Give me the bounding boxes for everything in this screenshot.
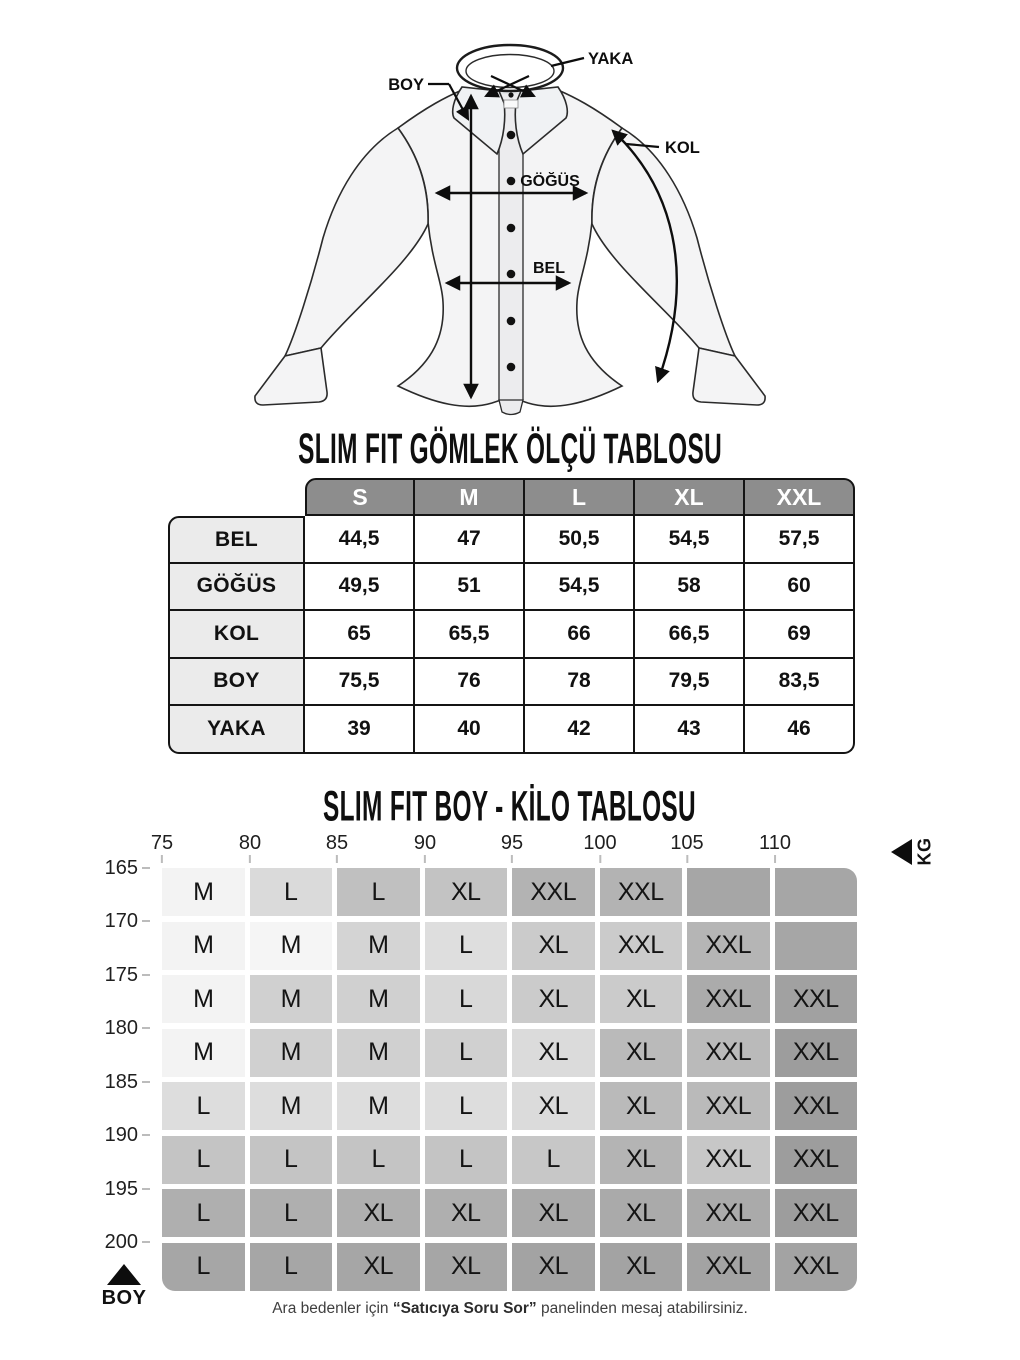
measure-value: 43 <box>635 706 745 754</box>
kg-tick-label: 100 <box>583 832 617 854</box>
matrix-cell: XXL <box>687 1189 770 1237</box>
kg-tick <box>583 833 616 863</box>
matrix-cell: XXL <box>512 868 595 916</box>
measure-value: 44,5 <box>305 516 415 564</box>
kg-tick-label: 105 <box>670 832 704 854</box>
shirt-diagram <box>170 25 850 445</box>
diagram-label-boy: BOY <box>388 76 424 94</box>
matrix-cell: M <box>162 975 245 1023</box>
matrix-cell: XXL <box>687 1029 770 1077</box>
measure-value: 57,5 <box>745 516 855 564</box>
boy-tick-label: 175 <box>104 964 138 986</box>
size-table-corner-spacer <box>168 478 305 516</box>
size-col-header: S <box>305 478 415 516</box>
kg-tick-mark <box>511 855 513 863</box>
matrix-cell: XL <box>512 975 595 1023</box>
measure-row-label: GÖĞÜS <box>168 564 305 612</box>
matrix-cell: XXL <box>775 1082 858 1130</box>
matrix-cell: M <box>162 922 245 970</box>
footer-text-after: panelinden mesaj atabilirsiniz. <box>536 1300 748 1317</box>
matrix-cell: XL <box>337 1189 420 1237</box>
size-table <box>168 478 855 754</box>
matrix-cell: M <box>250 975 333 1023</box>
kg-arrow-icon <box>891 839 912 865</box>
matrix-cell: L <box>250 1189 333 1237</box>
kg-tick-label: 80 <box>238 832 262 854</box>
matrix-cell: XL <box>425 1189 508 1237</box>
kg-tick-mark <box>424 855 426 863</box>
matrix-cell: M <box>337 975 420 1023</box>
measure-row-label: KOL <box>168 611 305 659</box>
matrix-cell: XL <box>425 1243 508 1291</box>
kg-tick-mark <box>686 855 688 863</box>
boy-tick-mark <box>142 920 150 922</box>
matrix-cell: M <box>337 1082 420 1130</box>
kg-tick-label: 85 <box>325 832 349 854</box>
matrix-title: SLIM FIT BOY - KİLO TABLOSU <box>323 783 697 830</box>
kg-tick-mark <box>249 855 251 863</box>
matrix-cell: M <box>337 1029 420 1077</box>
matrix-cell: XXL <box>687 975 770 1023</box>
matrix-cell: M <box>250 922 333 970</box>
matrix-cell: XL <box>512 1243 595 1291</box>
matrix-cell: L <box>337 868 420 916</box>
measure-value: 75,5 <box>305 659 415 707</box>
measure-value: 65 <box>305 611 415 659</box>
size-col-header: XL <box>635 478 745 516</box>
kg-axis-label: KG <box>914 837 935 866</box>
matrix-cell: XL <box>512 1029 595 1077</box>
matrix-cell: XXL <box>687 1243 770 1291</box>
kg-tick-mark <box>774 855 776 863</box>
measure-value: 54,5 <box>635 516 745 564</box>
matrix-cell: XL <box>512 1082 595 1130</box>
matrix-cell: XXL <box>600 868 683 916</box>
brand-tag <box>504 100 518 108</box>
measure-value: 79,5 <box>635 659 745 707</box>
boy-tick <box>102 856 150 880</box>
boy-arrow-icon <box>107 1264 141 1285</box>
footer-note <box>0 1300 1020 1318</box>
kg-tick-label: 90 <box>413 832 437 854</box>
matrix-title-row <box>0 783 1020 830</box>
measure-row-label: BOY <box>168 659 305 707</box>
measure-value: 49,5 <box>305 564 415 612</box>
kg-tick-mark <box>161 855 163 863</box>
matrix-cell <box>775 922 858 970</box>
diagram-label-kol: KOL <box>665 139 700 157</box>
boy-tick-label: 165 <box>104 857 138 879</box>
placket-tail <box>499 400 523 415</box>
size-col-header: L <box>525 478 635 516</box>
matrix-cell: L <box>250 1243 333 1291</box>
matrix-cell: XL <box>512 1189 595 1237</box>
matrix-cell: L <box>250 868 333 916</box>
kg-tick <box>670 833 703 863</box>
matrix-cell: XXL <box>775 1189 858 1237</box>
height-weight-matrix <box>162 868 857 1291</box>
matrix-cell: XXL <box>687 1136 770 1184</box>
shirt-cuff-right <box>693 348 765 405</box>
matrix-cell: XXL <box>775 1243 858 1291</box>
measure-value: 83,5 <box>745 659 855 707</box>
shirt-cuff-left <box>255 348 327 405</box>
matrix-cell: XL <box>600 1082 683 1130</box>
measure-value: 76 <box>415 659 525 707</box>
boy-tick-mark <box>142 1134 150 1136</box>
boy-tick-mark <box>142 867 150 869</box>
matrix-cell: XXL <box>775 1136 858 1184</box>
matrix-cell: M <box>162 868 245 916</box>
matrix-cell <box>775 868 858 916</box>
matrix-cell: XXL <box>775 1029 858 1077</box>
boy-tick-label: 180 <box>104 1017 138 1039</box>
matrix-cell: L <box>425 1082 508 1130</box>
boy-tick-mark <box>142 974 150 976</box>
measure-row-label: BEL <box>168 516 305 564</box>
boy-tick <box>102 1016 150 1040</box>
kg-tick <box>759 833 791 863</box>
diagram-label-yaka: YAKA <box>588 50 634 68</box>
matrix-cell: XL <box>512 922 595 970</box>
matrix-cell: XL <box>600 975 683 1023</box>
boy-tick-label: 195 <box>104 1178 138 1200</box>
matrix-cell: XL <box>600 1243 683 1291</box>
measure-value: 58 <box>635 564 745 612</box>
boy-tick-label: 200 <box>104 1231 138 1253</box>
measure-value: 46 <box>745 706 855 754</box>
boy-tick-mark <box>142 1081 150 1083</box>
kg-tick-label: 110 <box>759 832 791 854</box>
measure-value: 78 <box>525 659 635 707</box>
size-col-header: M <box>415 478 525 516</box>
matrix-cell: L <box>162 1243 245 1291</box>
diagram-label-gogus: GÖĞÜS <box>520 173 580 190</box>
measure-value: 50,5 <box>525 516 635 564</box>
matrix-cell: L <box>512 1136 595 1184</box>
measure-value: 66 <box>525 611 635 659</box>
kg-tick <box>326 833 348 863</box>
footer-text-before: Ara bedenler için <box>272 1300 393 1317</box>
matrix-cell: M <box>162 1029 245 1077</box>
matrix-cell <box>687 868 770 916</box>
matrix-cell: L <box>162 1082 245 1130</box>
kg-axis-marker <box>891 836 947 870</box>
matrix-cell: XL <box>600 1136 683 1184</box>
boy-tick <box>102 963 150 987</box>
matrix-cell: XXL <box>600 922 683 970</box>
matrix-cell: XXL <box>775 975 858 1023</box>
shirt-sleeve-right <box>592 128 735 356</box>
measure-value: 51 <box>415 564 525 612</box>
matrix-cell: L <box>425 975 508 1023</box>
kg-tick <box>239 833 261 863</box>
matrix-cell: L <box>425 1136 508 1184</box>
measure-row-label: YAKA <box>168 706 305 754</box>
size-table-title: SLIM FIT GÖMLEK ÖLÇÜ TABLOSU <box>298 425 722 472</box>
kg-tick-label: 75 <box>150 832 174 854</box>
matrix-cell: XXL <box>687 1082 770 1130</box>
diagram-label-bel: BEL <box>533 260 565 277</box>
boy-tick-mark <box>142 1027 150 1029</box>
measure-value: 66,5 <box>635 611 745 659</box>
boy-tick-label: 185 <box>104 1071 138 1093</box>
shirt-sleeve-left <box>285 128 428 356</box>
matrix-cell: M <box>250 1082 333 1130</box>
matrix-cell: L <box>162 1136 245 1184</box>
measure-value: 54,5 <box>525 564 635 612</box>
matrix-cell: XXL <box>687 922 770 970</box>
measure-value: 39 <box>305 706 415 754</box>
matrix-cell: L <box>250 1136 333 1184</box>
boy-tick-label: 190 <box>104 1124 138 1146</box>
boy-tick-mark <box>142 1241 150 1243</box>
measure-value: 65,5 <box>415 611 525 659</box>
boy-tick-mark <box>142 1188 150 1190</box>
measure-value: 40 <box>415 706 525 754</box>
footer-highlight: “Satıcıya Soru Sor” <box>392 1300 537 1317</box>
matrix-cell: XL <box>600 1029 683 1077</box>
matrix-cell: L <box>337 1136 420 1184</box>
matrix-cell: L <box>425 1029 508 1077</box>
boy-tick <box>102 1070 150 1094</box>
measure-value: 47 <box>415 516 525 564</box>
matrix-cell: XL <box>425 868 508 916</box>
matrix-cell: M <box>250 1029 333 1077</box>
kg-tick <box>151 833 173 863</box>
kg-tick <box>501 833 523 863</box>
boy-tick <box>102 1230 150 1254</box>
matrix-cell: XL <box>600 1189 683 1237</box>
matrix-cell: XL <box>337 1243 420 1291</box>
matrix-cell: L <box>425 922 508 970</box>
kg-tick-label: 95 <box>500 832 524 854</box>
matrix-cell: L <box>162 1189 245 1237</box>
measure-value: 69 <box>745 611 855 659</box>
boy-tick <box>102 909 150 933</box>
kg-tick-mark <box>336 855 338 863</box>
kg-tick-mark <box>599 855 601 863</box>
boy-tick <box>102 1123 150 1147</box>
size-table-title-row <box>0 425 1020 472</box>
measure-value: 60 <box>745 564 855 612</box>
size-col-header: XXL <box>745 478 855 516</box>
boy-axis-label: BOY <box>101 1287 147 1309</box>
kg-tick <box>414 833 436 863</box>
matrix-cell: M <box>337 922 420 970</box>
boy-tick-label: 170 <box>104 910 138 932</box>
measure-value: 42 <box>525 706 635 754</box>
boy-tick <box>102 1177 150 1201</box>
